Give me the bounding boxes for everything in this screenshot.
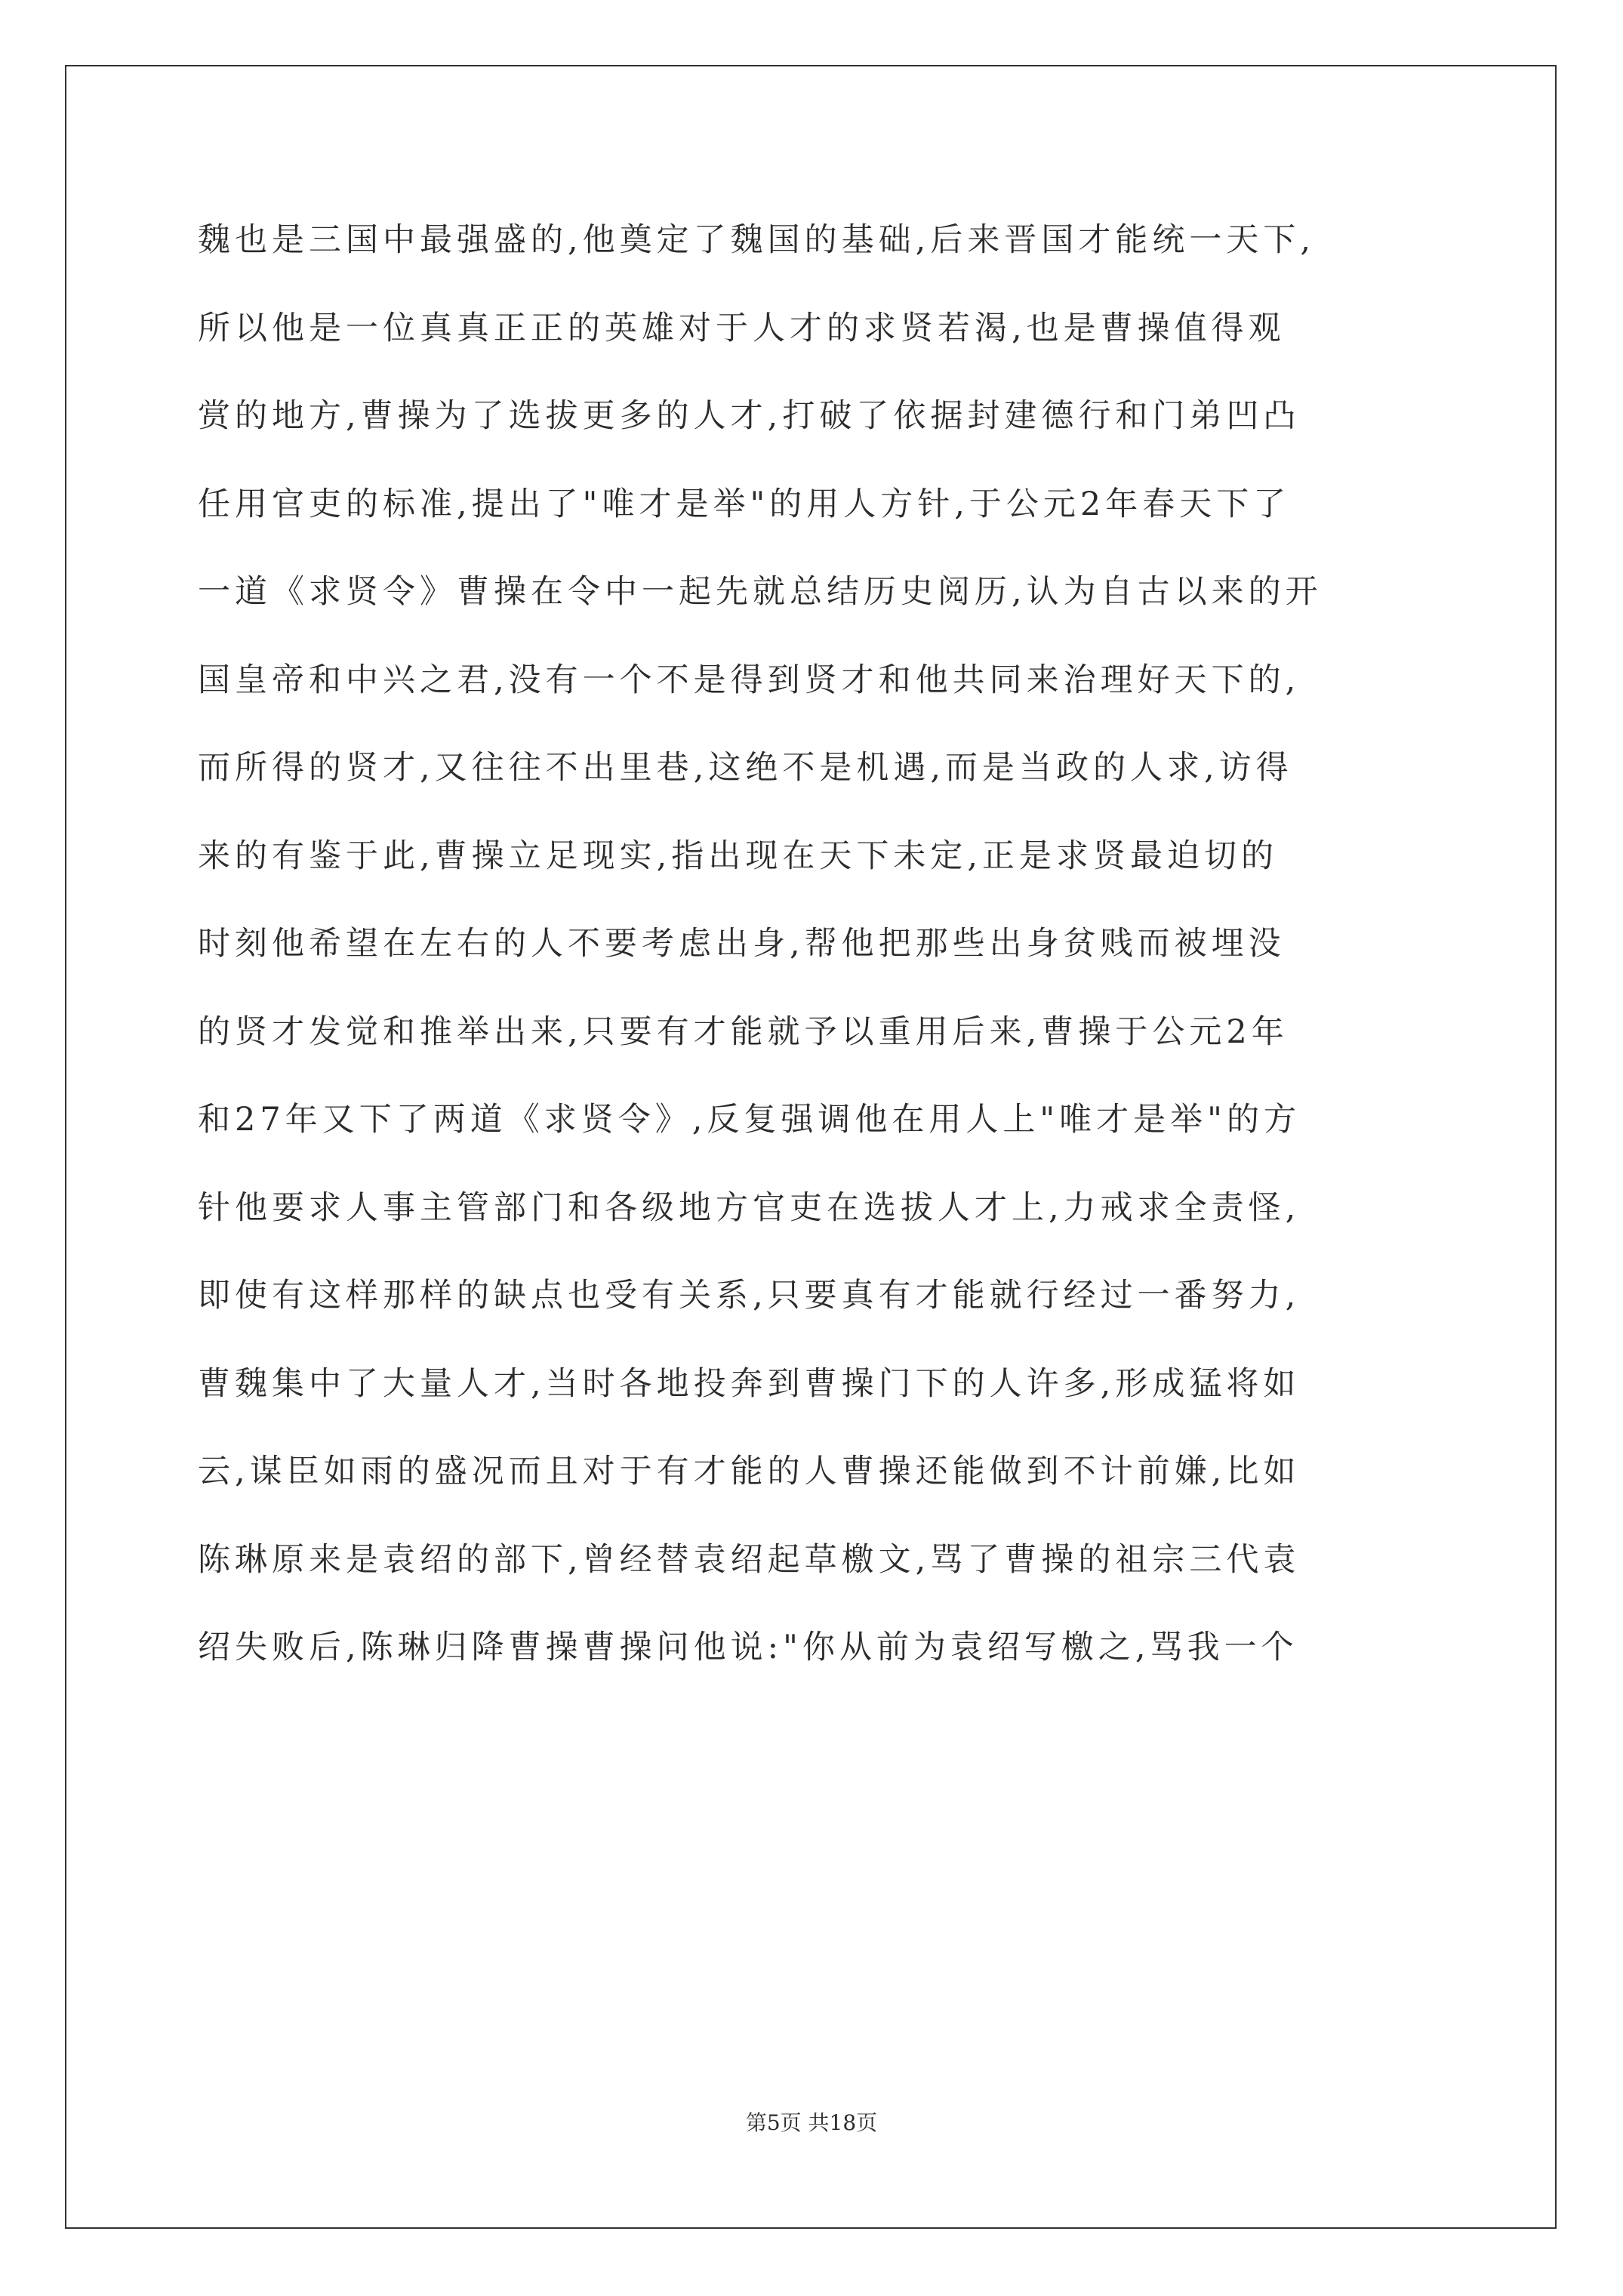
text-line-12: 针他要求人事主管部门和各级地方官吏在选拔人才上,力戒求全责怪,: [198, 1188, 1301, 1227]
text-line-17: 绍失败后,陈琳归降曹操曹操问他说:"你从前为袁绍写檄之,骂我一个: [198, 1629, 1298, 1666]
text-line-15: 云,谋臣如雨的盛况而且对于有才能的人曹操还能做到不计前嫌,比如: [198, 1453, 1301, 1490]
text-line-8: 来的有鉴于此,曹操立足现实,指出现在天下未定,正是求贤最迫切的: [198, 837, 1279, 875]
text-line-14: 曹魏集中了大量人才,当时各地投奔到曹操门下的人许多,形成猛将如: [198, 1364, 1301, 1403]
text-line-11: 和27年又下了两道《求贤令》,反复强调他在用人上"唯才是举"的方: [198, 1101, 1301, 1139]
text-line-10: 的贤才发觉和推举出来,只要有才能就予以重用后来,曹操于公元2年: [198, 1012, 1289, 1051]
text-line-5: 一道《求贤令》曹操在令中一起先就总结历史阅历,认为自古以来的开: [198, 573, 1323, 611]
text-line-6: 国皇帝和中兴之君,没有一个不是得到贤才和他共同来治理好天下的,: [198, 661, 1301, 699]
text-line-7: 而所得的贤才,又往往不出里巷,这绝不是机遇,而是当政的人求,访得: [198, 749, 1293, 787]
text-line-1: 魏也是三国中最强盛的,他奠定了魏国的基础,后来晋国才能统一天下,: [198, 221, 1316, 259]
text-line-4: 任用官吏的标准,提出了"唯才是举"的用人方针,于公元2年春天下了: [198, 485, 1291, 523]
text-line-2: 所以他是一位真真正正的英雄对于人才的求贤若渴,也是曹操值得观: [198, 309, 1286, 347]
document-body: [198, 196, 1436, 1692]
text-line-3: 赏的地方,曹操为了选拔更多的人才,打破了依据封建德行和门弟凹凸: [198, 397, 1301, 435]
page-number: 第5页 共18页: [745, 2110, 878, 2135]
text-line-13: 即使有这样那样的缺点也受有关系,只要真有才能就行经过一番努力,: [198, 1277, 1301, 1314]
text-line-16: 陈琳原来是袁绍的部下,曾经替袁绍起草檄文,骂了曹操的祖宗三代袁: [198, 1540, 1301, 1579]
text-line-9: 时刻他希望在左右的人不要考虑出身,帮他把那些出身贫贱而被埋没: [198, 925, 1286, 963]
